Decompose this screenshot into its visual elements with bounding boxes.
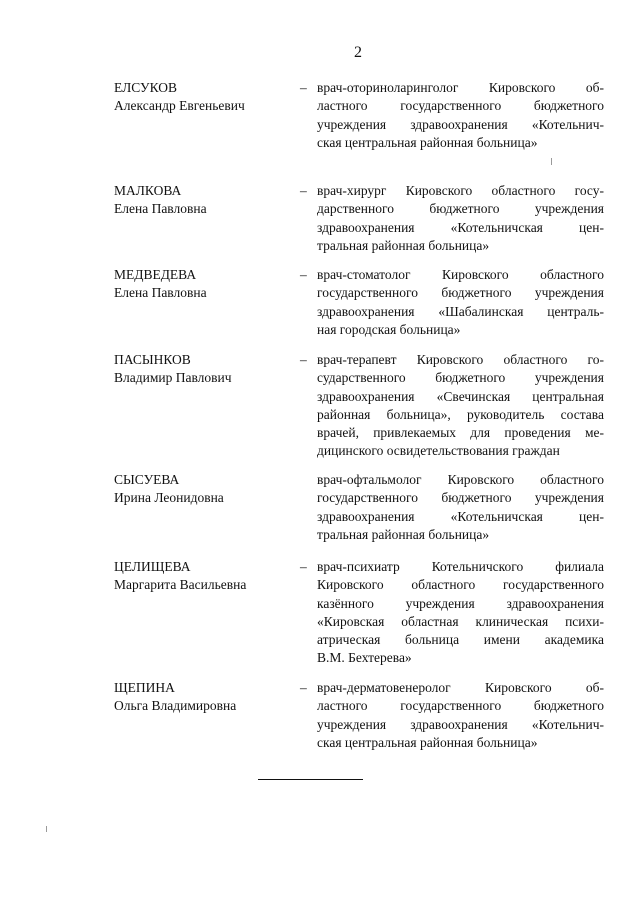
staff-position [317,79,604,152]
entry-dash: – [300,80,307,95]
staff-surname: ЕЛСУКОВ [114,80,178,95]
staff-position [317,266,604,339]
position-line: здравоохранения «Шабалинская централь- [317,303,604,319]
position-line: врачей, привлекаемых для проведения ме- [317,425,604,441]
position-line: государственного бюджетного учреждения [317,490,604,506]
staff-name [114,471,299,508]
position-line: ластного государственного бюджетного [317,98,604,114]
entry-dash: – [300,267,307,282]
closing-rule [258,779,363,780]
staff-name [114,79,299,116]
position-line: тральная районная больница» [317,237,490,253]
position-line: врач-терапевт Кировского областного го- [317,352,604,367]
staff-given-names: Елена Павловна [114,201,207,217]
staff-name [114,182,299,219]
staff-position [317,558,604,668]
position-line: учреждения здравоохранения «Котельнич- [317,116,604,132]
staff-position [317,351,604,461]
staff-name [114,558,299,595]
entry-dash: – [300,559,307,574]
entry-dash: – [300,183,307,198]
staff-position [317,471,604,544]
staff-name [114,679,299,716]
staff-given-names: Ирина Леонидовна [114,490,224,506]
position-line: ская центральная районная больница» [317,734,538,750]
staff-name [114,266,299,303]
scan-speck [46,826,47,832]
position-line: врач-оториноларинголог Кировского об- [317,80,604,95]
position-line: атрическая больница имени академика [317,632,604,648]
page-number: 2 [354,44,362,61]
scan-speck [551,158,552,165]
position-line: здравоохранения «Котельничская цен- [317,508,604,524]
staff-surname: ЩЕПИНА [114,680,175,695]
position-line: сударственного бюджетного учреждения [317,370,604,386]
position-line: здравоохранения «Свечинская центральная [317,388,604,404]
staff-position [317,679,604,752]
position-line: районная больница», руководитель состава [317,406,604,422]
position-line: ная городская больница» [317,321,461,337]
entry-dash: – [300,680,307,695]
position-line: дарственного бюджетного учреждения [317,201,604,217]
position-line: врач-психиатр Котельничского филиала [317,559,604,574]
staff-given-names: Ольга Владимировна [114,698,237,714]
staff-given-names: Елена Павловна [114,285,207,301]
staff-surname: ЦЕЛИЩЕВА [114,559,191,574]
position-line: врач-офтальмолог Кировского областного [317,472,604,487]
position-line: врач-дерматовенеролог Кировского об- [317,680,604,695]
position-line: государственного бюджетного учреждения [317,285,604,301]
position-line: дицинского освидетельствования граждан [317,443,560,459]
staff-given-names: Александр Евгеньевич [114,98,245,114]
position-line: В.М. Бехтерева» [317,650,412,666]
position-line: здравоохранения «Котельничская цен- [317,219,604,235]
position-line: «Кировская областная клиническая психи- [317,613,604,629]
position-line: ластного государственного бюджетного [317,698,604,714]
position-line: врач-хирург Кировского областного госу- [317,183,604,198]
position-line: ская центральная районная больница» [317,134,538,150]
position-line: Кировского областного государственного [317,577,604,593]
staff-surname: МАЛКОВА [114,183,182,198]
position-line: врач-стоматолог Кировского областного [317,267,604,282]
staff-surname: СЫСУЕВА [114,472,180,487]
staff-name [114,351,299,388]
position-line: тральная районная больница» [317,526,490,542]
entry-dash: – [300,352,307,367]
staff-position [317,182,604,255]
staff-given-names: Владимир Павлович [114,370,232,386]
position-line: учреждения здравоохранения «Котельнич- [317,716,604,732]
staff-given-names: Маргарита Васильевна [114,577,247,593]
staff-surname: ПАСЫНКОВ [114,352,191,367]
staff-surname: МЕДВЕДЕВА [114,267,197,282]
position-line: казённого учреждения здравоохранения [317,595,604,611]
